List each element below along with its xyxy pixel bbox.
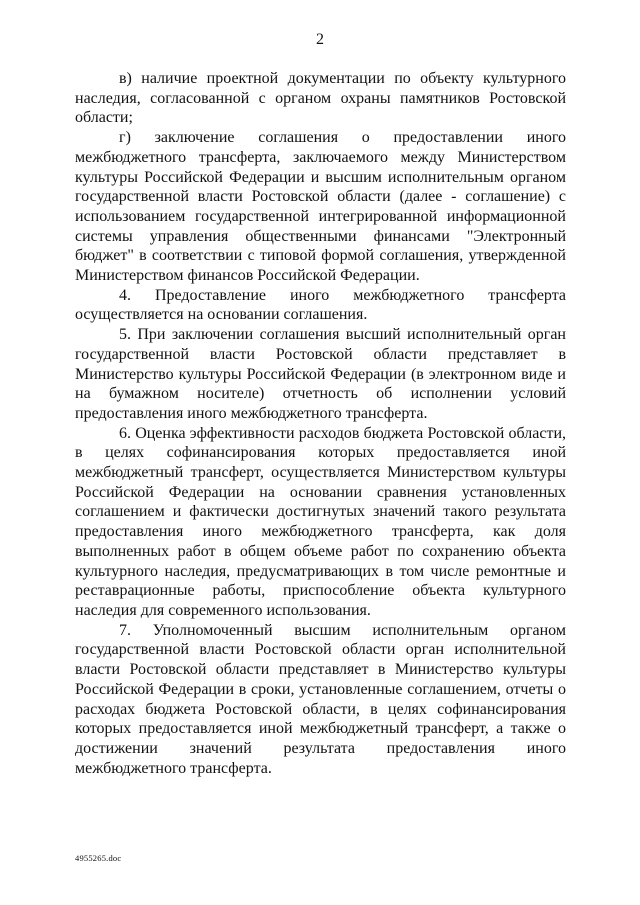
page-number: 2 bbox=[316, 31, 324, 48]
paragraph-4: 4. Предоставление иного межбюджетного трансферта осуществляется на основании соглашения. bbox=[75, 286, 566, 324]
document-body bbox=[75, 69, 566, 778]
paragraph-g: г) заключение соглашения о предоставлении иного межбюджетного трансферта, заключаемого между Министерством культуры Российской Федерации и высшим исполнительным органом государственной власти Ростовской области (далее - соглашение) с использованием государственной интегрированной информационной системы управления общественными финансами "Электронный бюджет" в соответствии с типовой формой соглашения, утвержденной Министерством финансов Российской Федерации. bbox=[75, 129, 566, 285]
paragraph-7: 7. Уполномоченный высшим исполнительным органом государственной власти Ростовской области орган исполнительной власти Ростовской области представляет в Министерство культуры Российской Федерации в сроки, установленные соглашением, отчеты о расходах бюджета Ростовской области, в целях софинансирования которых предоставляется иной межбюджетный трансферт, а также о достижении значений результата предоставления иного межбюджетного трансферта. bbox=[75, 621, 566, 777]
paragraph-5: 5. При заключении соглашения высший исполнительный орган государственной власти Ростовской области представляет в Министерство культуры Российской Федерации (в электронном виде и на бумажном носителе) отчетность об исполнении условий предоставления иного межбюджетного трансферта. bbox=[75, 326, 566, 422]
paragraph-v: в) наличие проектной документации по объекту культурного наследия, согласованной с органом охраны памятников Ростовской области; bbox=[75, 70, 566, 127]
footer-doc-code: 4955265.doc bbox=[75, 853, 122, 863]
paragraph-6: 6. Оценка эффективности расходов бюджета Ростовской области, в целях софинансирования которых предоставляется иной межбюджетный трансферт, осуществляется Министерством культуры Российской Федерации на основании сравнения установленных соглашением и фактически достигнутых значений такого результата предоставления иного межбюджетного трансферта, как доля выполненных работ в общем объеме работ по сохранению объекта культурного наследия, предусматривающих в том числе ремонтные и реставрационные работы, приспособление объекта культурного наследия для современного использования. bbox=[75, 424, 566, 619]
